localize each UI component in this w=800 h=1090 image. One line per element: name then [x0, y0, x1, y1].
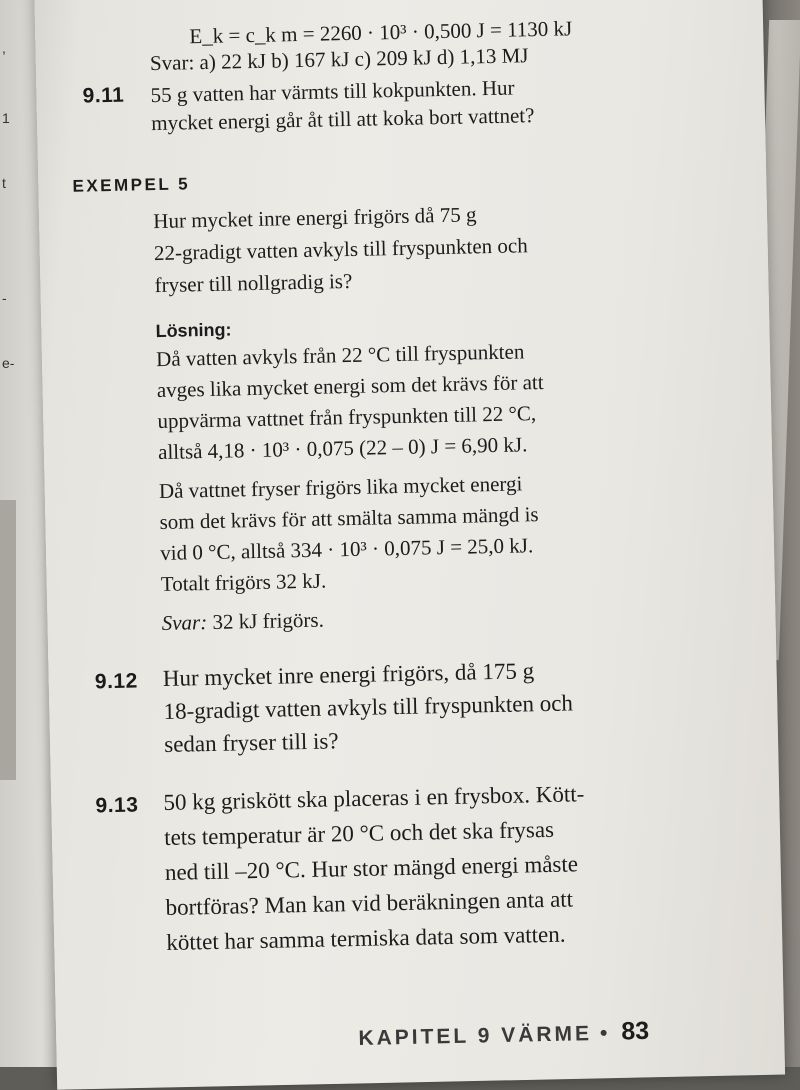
top-formula: E_k = c_k m = 2260 · 10³ · 0,500 J = 1130 kJ: [189, 16, 573, 49]
problem-9-12-line: sedan fryser till is?: [163, 728, 339, 757]
example-5-heading: EXEMPEL 5: [72, 174, 191, 196]
example-answer: [161, 607, 325, 636]
problem-9-11-number: 9.11: [82, 83, 125, 108]
problem-9-11-line: mycket energi går åt till att koka bort vattnet?: [150, 103, 535, 136]
margin-mark: t: [2, 175, 6, 191]
page-footer: [358, 1017, 649, 1052]
margin-mark: e-: [2, 355, 15, 371]
solution-line: Totalt frigörs 32 kJ.: [160, 568, 327, 597]
problem-9-13-line: 50 kg griskött ska placeras i en frysbox. Kött-: [163, 781, 585, 816]
solution-line: alltså 4,18 · 10³ · 0,075 (22 – 0) J = 6,90 kJ.: [157, 432, 528, 465]
problem-9-13-line: tets temperatur är 20 °C och det ska frysas: [163, 816, 555, 851]
margin-mark: -: [2, 290, 7, 306]
problem-9-12-line: Hur mycket inre energi frigörs, då 175 g: [162, 658, 535, 691]
solution-line: vid 0 °C, alltså 334 · 10³ · 0,075 J = 25,0 kJ.: [159, 533, 534, 566]
margin-mark: ,: [2, 40, 6, 56]
margin-mark: 1: [2, 110, 10, 126]
example-question-line: fryser till nollgradig is?: [154, 268, 353, 298]
solution-line: som det krävs för att smälta samma mängd is: [159, 502, 539, 535]
footer-separator: •: [599, 1021, 608, 1045]
problem-9-13-line: ned till –20 °C. Hur stor mängd energi måste: [164, 851, 579, 885]
top-answer: Svar: a) 22 kJ b) 167 kJ c) 209 kJ d) 1,13 MJ: [149, 43, 529, 76]
chapter-title: KAPITEL 9 VÄRME: [358, 1022, 593, 1050]
answer-label: Svar:: [161, 610, 208, 636]
problem-9-13-number: 9.13: [95, 793, 139, 818]
problem-9-13-line: bortföras? Man kan vid beräkningen anta att: [165, 886, 574, 920]
problem-9-12-line: 18-gradigt vatten avkyls till fryspunkten och: [163, 690, 574, 724]
solution-heading: Lösning:: [155, 319, 232, 342]
example-question-line: Hur mycket inre energi frigörs då 75 g: [153, 202, 477, 234]
solution-line: Då vatten avkyls från 22 °C till fryspunkten: [155, 339, 525, 372]
page-number: 83: [621, 1016, 650, 1046]
solution-line: Då vattnet fryser frigörs lika mycket energi: [158, 471, 523, 504]
problem-9-12-number: 9.12: [94, 669, 139, 694]
example-question-line: 22-gradigt vatten avkyls till fryspunkten och: [153, 233, 528, 266]
answer-text: 32 kJ frigörs.: [212, 607, 325, 634]
problem-9-11-line: 55 g vatten har värmts till kokpunkten. Hur: [150, 75, 515, 108]
solution-line: avges lika mycket energi som det krävs för att: [156, 369, 544, 403]
problem-9-13-line: köttet har samma termiska data som vatten.: [166, 921, 566, 955]
solution-line: uppvärma vattnet från fryspunkten till 22 °C,: [157, 401, 537, 434]
